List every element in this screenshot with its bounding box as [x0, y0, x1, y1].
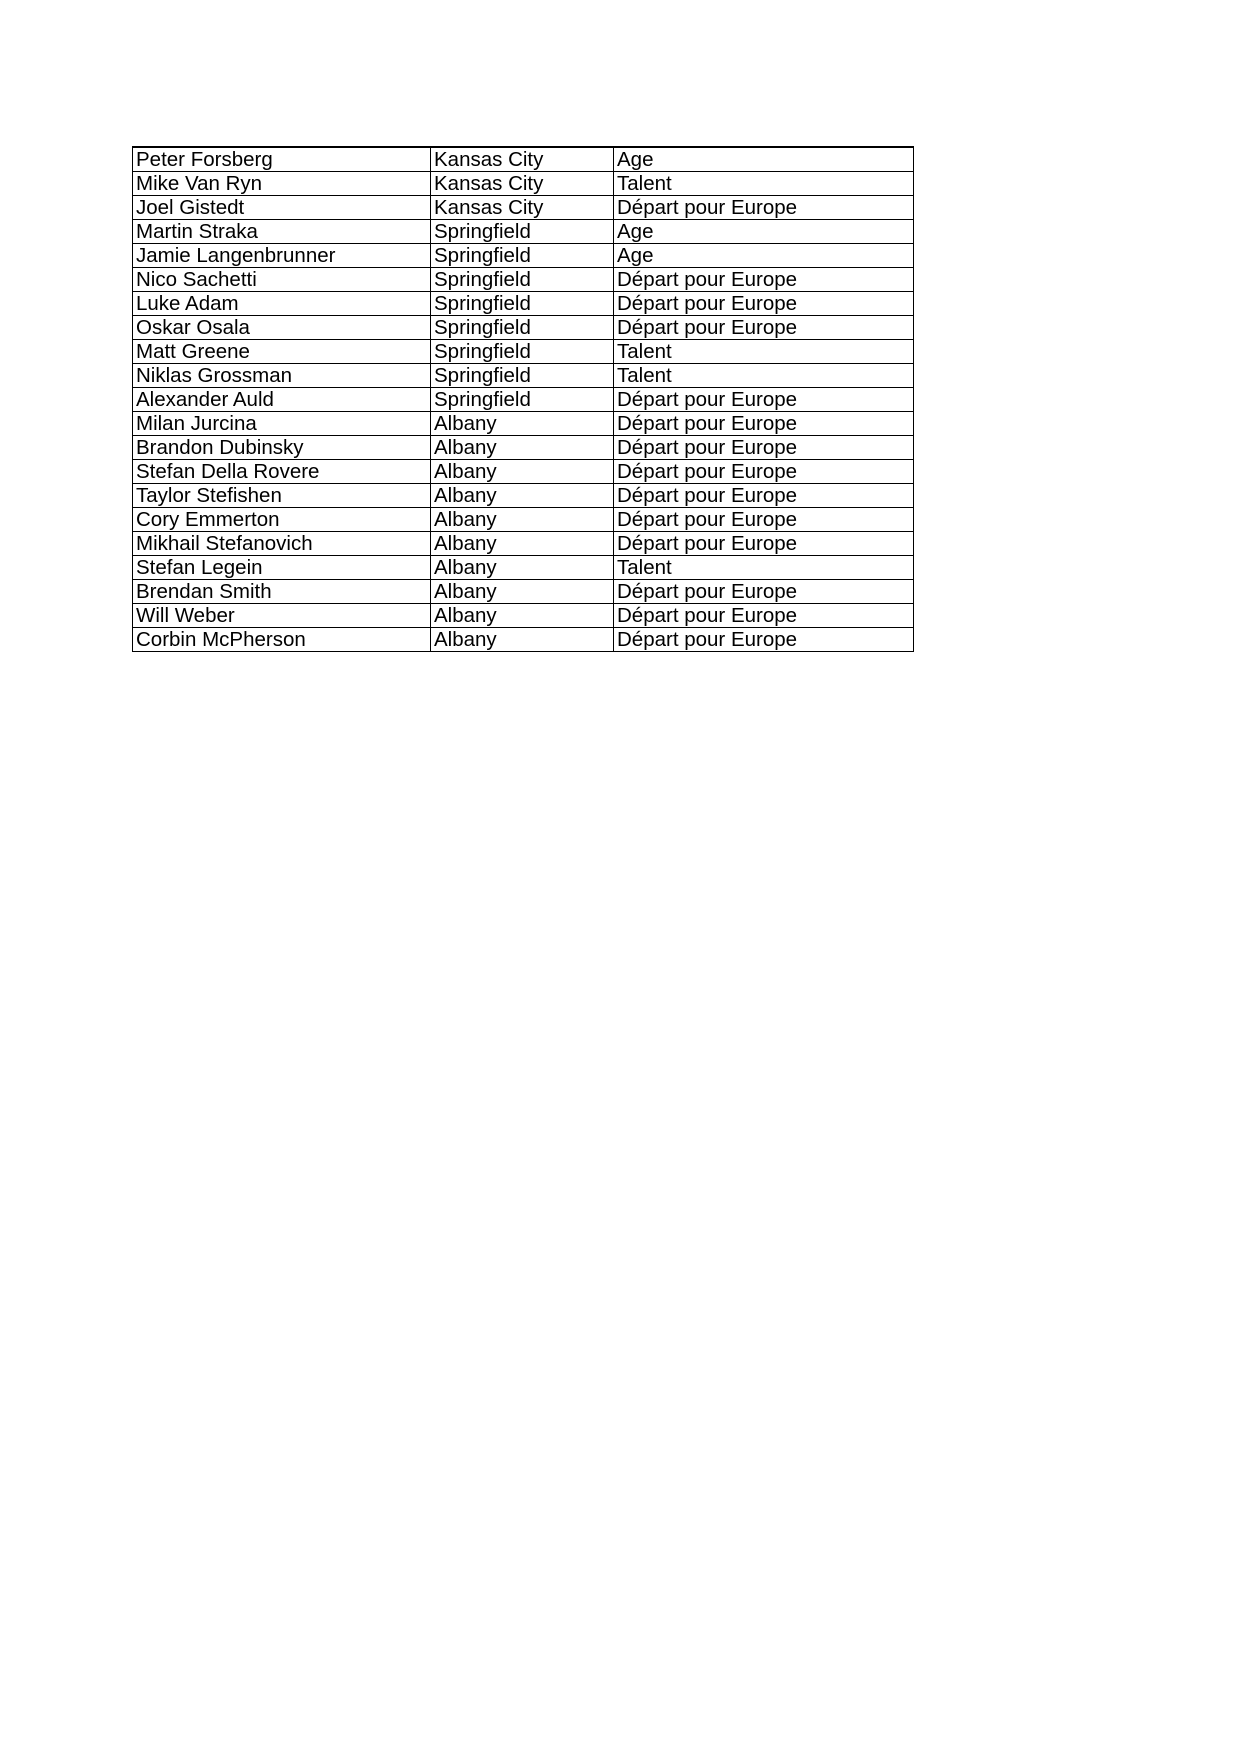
player-name-cell: Niklas Grossman	[133, 364, 431, 388]
city-cell: Springfield	[431, 316, 614, 340]
player-name-cell: Jamie Langenbrunner	[133, 244, 431, 268]
player-name-cell: Luke Adam	[133, 292, 431, 316]
reason-cell: Départ pour Europe	[614, 604, 914, 628]
player-name-cell: Will Weber	[133, 604, 431, 628]
reason-cell: Départ pour Europe	[614, 388, 914, 412]
reason-cell: Départ pour Europe	[614, 580, 914, 604]
city-cell: Albany	[431, 628, 614, 652]
player-name-cell: Corbin McPherson	[133, 628, 431, 652]
table-row	[133, 412, 914, 436]
reason-cell: Départ pour Europe	[614, 316, 914, 340]
city-cell: Albany	[431, 604, 614, 628]
table-row	[133, 196, 914, 220]
city-cell: Springfield	[431, 220, 614, 244]
table-row	[133, 580, 914, 604]
reason-cell: Départ pour Europe	[614, 292, 914, 316]
player-name-cell: Stefan Legein	[133, 556, 431, 580]
table-row	[133, 388, 914, 412]
reason-cell: Départ pour Europe	[614, 484, 914, 508]
table-body	[133, 147, 914, 652]
player-name-cell: Oskar Osala	[133, 316, 431, 340]
player-name-cell: Brandon Dubinsky	[133, 436, 431, 460]
city-cell: Albany	[431, 460, 614, 484]
reason-cell: Age	[614, 244, 914, 268]
reason-cell: Talent	[614, 340, 914, 364]
reason-cell: Départ pour Europe	[614, 508, 914, 532]
city-cell: Springfield	[431, 388, 614, 412]
reason-cell: Départ pour Europe	[614, 412, 914, 436]
city-cell: Springfield	[431, 340, 614, 364]
player-name-cell: Matt Greene	[133, 340, 431, 364]
reason-cell: Age	[614, 147, 914, 172]
city-cell: Springfield	[431, 244, 614, 268]
reason-cell: Age	[614, 220, 914, 244]
city-cell: Albany	[431, 436, 614, 460]
player-name-cell: Brendan Smith	[133, 580, 431, 604]
player-name-cell: Alexander Auld	[133, 388, 431, 412]
player-name-cell: Martin Straka	[133, 220, 431, 244]
table-row	[133, 268, 914, 292]
table-row	[133, 484, 914, 508]
table-row	[133, 532, 914, 556]
reason-cell: Départ pour Europe	[614, 460, 914, 484]
player-name-cell: Joel Gistedt	[133, 196, 431, 220]
reason-cell: Départ pour Europe	[614, 196, 914, 220]
table-row	[133, 628, 914, 652]
player-name-cell: Cory Emmerton	[133, 508, 431, 532]
city-cell: Kansas City	[431, 196, 614, 220]
table-row	[133, 244, 914, 268]
table-row	[133, 604, 914, 628]
city-cell: Springfield	[431, 364, 614, 388]
player-name-cell: Stefan Della Rovere	[133, 460, 431, 484]
city-cell: Albany	[431, 532, 614, 556]
player-name-cell: Nico Sachetti	[133, 268, 431, 292]
table-row	[133, 556, 914, 580]
table-row	[133, 364, 914, 388]
player-name-cell: Peter Forsberg	[133, 147, 431, 172]
reason-cell: Départ pour Europe	[614, 268, 914, 292]
city-cell: Springfield	[431, 268, 614, 292]
reason-cell: Talent	[614, 364, 914, 388]
reason-cell: Départ pour Europe	[614, 628, 914, 652]
player-name-cell: Taylor Stefishen	[133, 484, 431, 508]
player-name-cell: Mikhail Stefanovich	[133, 532, 431, 556]
reason-cell: Talent	[614, 172, 914, 196]
player-table	[132, 146, 914, 652]
city-cell: Albany	[431, 508, 614, 532]
table-row	[133, 316, 914, 340]
city-cell: Albany	[431, 556, 614, 580]
table-row	[133, 508, 914, 532]
table-row	[133, 172, 914, 196]
table-row	[133, 292, 914, 316]
table-row	[133, 147, 914, 172]
city-cell: Albany	[431, 484, 614, 508]
table-row	[133, 340, 914, 364]
city-cell: Albany	[431, 412, 614, 436]
reason-cell: Départ pour Europe	[614, 532, 914, 556]
city-cell: Kansas City	[431, 147, 614, 172]
player-name-cell: Milan Jurcina	[133, 412, 431, 436]
spreadsheet-page	[132, 146, 914, 652]
city-cell: Springfield	[431, 292, 614, 316]
player-name-cell: Mike Van Ryn	[133, 172, 431, 196]
reason-cell: Départ pour Europe	[614, 436, 914, 460]
city-cell: Albany	[431, 580, 614, 604]
table-row	[133, 460, 914, 484]
reason-cell: Talent	[614, 556, 914, 580]
city-cell: Kansas City	[431, 172, 614, 196]
table-row	[133, 436, 914, 460]
table-row	[133, 220, 914, 244]
